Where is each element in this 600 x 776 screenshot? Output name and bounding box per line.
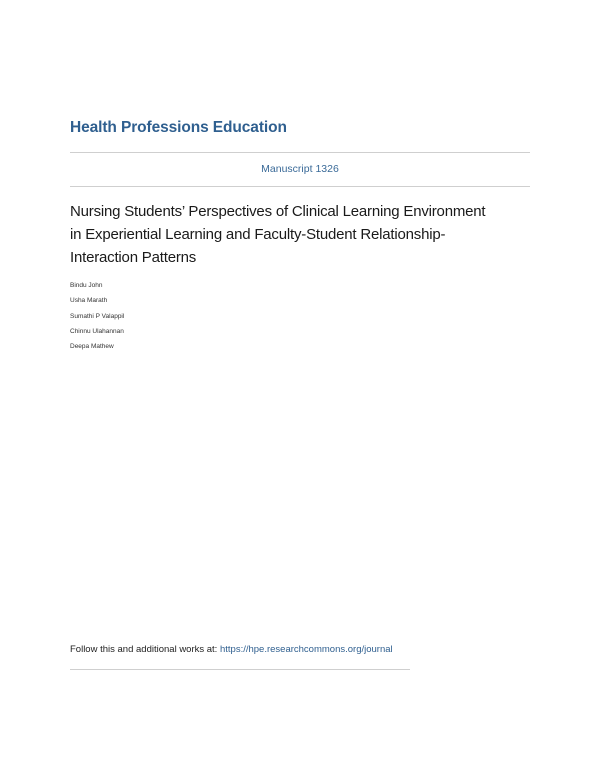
middle-divider: [70, 186, 530, 187]
author-name[interactable]: Bindu John: [70, 282, 103, 289]
bottom-divider: [70, 669, 410, 670]
follow-text: Follow this and additional works at:: [70, 644, 220, 655]
author-name[interactable]: Sumathi P Valappil: [70, 312, 125, 320]
author-list: [70, 278, 124, 354]
author-name[interactable]: Usha Marath: [70, 297, 108, 305]
author-name[interactable]: Deepa Mathew: [70, 343, 114, 351]
top-divider: [70, 152, 530, 153]
paper-title: [70, 200, 535, 269]
journal-link[interactable]: https://hpe.researchcommons.org/journal: [219, 644, 393, 655]
manuscript-number: Manuscript 1326: [261, 163, 339, 175]
follow-statement: [70, 644, 393, 655]
paper-title-line-3: Interaction Patterns: [70, 249, 197, 266]
paper-title-line-2: in Experiential Learning and Faculty-Student Relationship-: [70, 226, 446, 243]
paper-title-line-1: Nursing Students’ Perspectives of Clinical Learning Environment: [70, 203, 486, 220]
journal-title[interactable]: Health Professions Education: [70, 119, 287, 136]
author-name[interactable]: Chinnu Ulahannan: [70, 327, 124, 335]
